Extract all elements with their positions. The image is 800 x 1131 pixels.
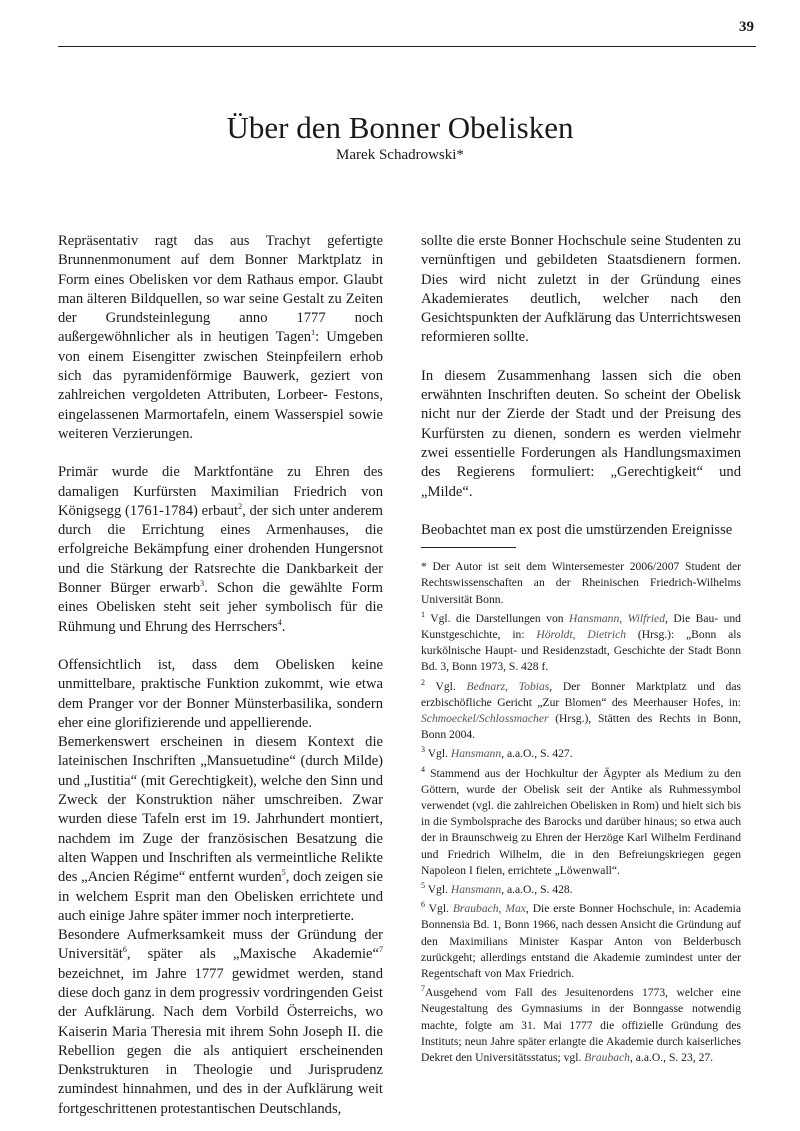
footnote: $^2$ Vgl. Bednarz, Tobias, Der Bonner Marktplatz und das erzbischöfliche Gericht „Zur Blomen“ des Meerhauser Hofes, in: Schmoeckel/Schlossmacher (Hrsg.), Stätten des Rechts in Bonn, Bonn 2004. <box>421 677 741 742</box>
paragraph: sollte die erste Bonner Hochschule seine Studenten zu vernünftigen und gebildeten Staatsdienern formen. Dies wird nicht zuletzt in der Gründung eines Akademierates deutlich, welcher nach den Gesichtspunkten der Aufklärung das Unterrichtswesen reformieren sollte. <box>421 233 741 346</box>
footnote-rule <box>421 547 516 548</box>
footnote-ref[interactable]: 4 <box>277 617 282 627</box>
left-column <box>58 232 383 1119</box>
header-rule <box>58 46 756 47</box>
footnote: $^4$ Stammend aus der Hochkultur der Ägypter als Medium zu den Göttern, wurde der Obelisk seit der Antike als Ruhmessymbol verwendet (vgl. die zahlreichen Obelisken in Rom) und hielt sich bis in die Symbolsprache des Barocks und darüber hinaus; so etwa auch der in Braunschweig zu Ehren der Herzöge Karl Wilhelm Ferdinand und Friedrich Wilhelm, die in den Befreiungskriegen gegen Napoleon I fielen, errichtete „Löwenwall“. <box>421 764 741 877</box>
footnote: $^5$ Vgl. Hansmann, a.a.O., S. 428. <box>421 881 573 897</box>
article-author: Marek Schadrowski* <box>336 147 464 163</box>
footnote-ref[interactable]: 5 <box>281 868 286 878</box>
paragraph: Repräsentativ ragt das aus Trachyt gefertigte Brunnenmonument auf dem Bonner Marktplatz in Form eines Obelisken vor dem Rathaus empor. Glaubt man älteren Bildquellen, so war seine Gestalt zu Zeiten der Grundsteinlegung anno 1777 noch außergewöhnlicher als in heutigen Tagen$^1$: Umgeben von einem Eisengitter zwischen Steinpfeilern erhob sich das pyramidenförmige Bauwerk, geziert von zahlreichen vergoldeten Attributen, Lorbeer- Festons, eingelassenen Marmortafeln, einem Wasserspiel sowie weiteren Verzierungen. <box>58 233 383 442</box>
paragraph: Bemerkenswert erscheinen in diesem Kontext die lateinischen Inschriften „Mansuetudine“ (durch Milde) und „Iustitia“ (mit Gerechtigkeit), welche den Sinn und Zweck der Konstruktion näher umschreiben. Zwar wurden diese Tafeln erst im 19. Jahrhundert montiert, nachdem im Zuge der französischen Besatzung die alten Wappen und Inschriften als vermeintliche Relikte des „Ancien Régime“ entfernt wurden$^5$, doch zeigen sie in welchem Esprit man den Obelisken errichtete und auch einige Jahre später immer noch interpretierte. <box>58 734 383 924</box>
paragraph: Offensichtlich ist, dass dem Obelisken keine unmittelbare, praktische Funktion zukommt, wie etwa dem Pranger vor der Bonner Münsterbasilika, sondern eher eine glorifizierende und appellierende. <box>58 656 383 731</box>
footnote-ref[interactable]: 1 <box>311 328 316 338</box>
footnote: $^7$Ausgehend vom Fall des Jesuitenordens 1773, welcher eine Neugestaltung des Gymnasiums in der Bonngasse notwendig machte, folgte am 31. Mai 1777 die offizielle Gründung des Instituts; neun Jahre später erlangte die Akademie durch kaiserliches Dekret den Universitätsstatus; vgl. Braubach, a.a.O., S. 23, 27. <box>421 984 741 1065</box>
footnote-ref[interactable]: 7 <box>379 945 383 955</box>
paragraph: Primär wurde die Marktfontäne zu Ehren des damaligen Kurfürsten Maximilian Friedrich von Königsegg (1761-1784) erbaut$^2$, der sich unter anderem durch die Errichtung eines Armenhauses, die erfolgreiche Bekämpfung einer drohenden Hungersnot und die Stärkung der Ratsrechte die Dankbarkeit der Bonner Bürger erwarb$^3$. Schon die gewählte Form eines Obelisken steht seit jeher symbolisch für die Rühmung und Ehrung des Herrschers$^4$. <box>58 464 384 635</box>
footnotes <box>421 559 741 1066</box>
footnote: $^1$ Vgl. die Darstellungen von Hansmann, Wilfried, Die Bau- und Kunstgeschichte, in: Höroldt, Dietrich (Hrsg.): „Bonn als kurkölnische Haupt- und Residenzstadt, Geschichte der Stadt Bonn Bd. 3, Bonn 1973, S. 428 f. <box>421 609 741 674</box>
paragraph: In diesem Zusammenhang lassen sich die oben erwähnten Inschriften deuten. So scheint der Obelisk nicht nur der Zierde der Stadt und der Preisung des Kurfürsten zu dienen, sondern es werden vielmehr zwei essentielle Forderungen als Handlungsmaximen des Regierens formuliert: „Gerechtigkeit“ und „Milde“. <box>421 367 741 500</box>
footnote: * Der Autor ist seit dem Wintersemester 2006/2007 Student der Rechtswissenschaften an der Rheinischen Friedrich-Wilhelms Universität Bonn. <box>421 560 741 606</box>
footnote: $^6$ Vgl. Braubach, Max, Die erste Bonner Hochschule, in: Academia Bonnensia Bd. 1, Bonn 1966, nach dessen Ansicht die Gründung auf den Maximilians Minister Kaspar Anton von Belderbusch zurückgeht; allerdings entstand die Akademie zumindest unter der Regentschaft von Max Friedrich. <box>421 900 741 981</box>
article-title: Über den Bonner Obelisken <box>226 110 574 145</box>
right-column <box>421 232 741 1069</box>
paragraph: Beobachtet man ex post die umstürzenden Ereignisse <box>421 521 733 538</box>
footnote-ref[interactable]: 6 <box>122 945 127 955</box>
footnote: $^3$ Vgl. Hansmann, a.a.O., S. 427. <box>421 745 573 761</box>
page-number: 39 <box>739 19 754 35</box>
paragraph: Besondere Aufmerksamkeit muss der Gründung der Universität$^6$, später als „Maxische Akademie“$^7$ bezeichnet, im Jahre 1777 gewidmet werden, stand diese doch ganz in dem progressiv vordringenden Geist der Aufklärung. Nach dem Vorbild Österreichs, wo Kaiserin Maria Theresia mit ihrem Sohn Joseph II. die Rebellion gegen die als antiquiert erscheinenden Denkstrukturen in Theologie und Jurisprudenz zumindest hinnahmen, und des in der Aufklärung weit fortgeschrittenen protestantischen Deutschlands, <box>58 927 383 1117</box>
footnote-ref[interactable]: 3 <box>200 579 205 589</box>
footnote-ref[interactable]: 2 <box>238 502 243 511</box>
